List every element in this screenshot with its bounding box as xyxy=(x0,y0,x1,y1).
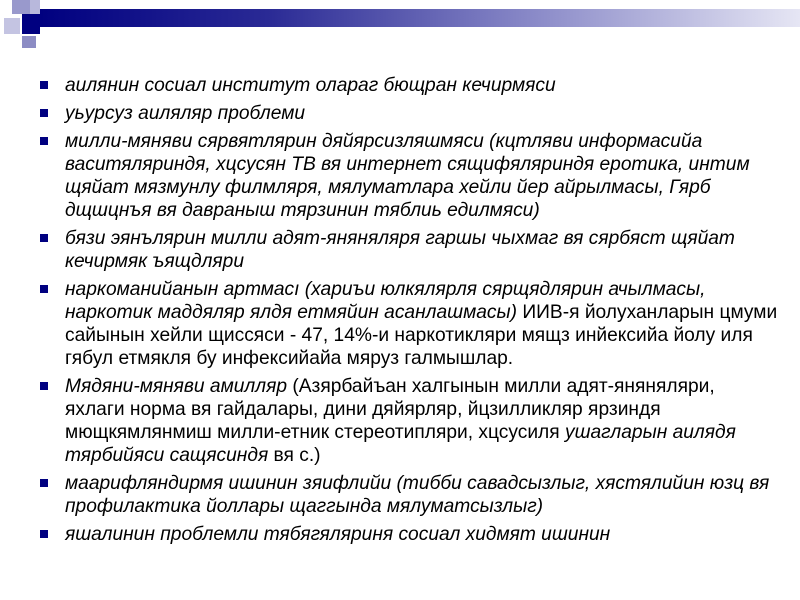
bullet-list xyxy=(38,74,778,546)
bullet-list-container xyxy=(38,74,778,551)
bullet-square-icon xyxy=(40,285,48,293)
bullet-square-icon xyxy=(40,81,48,89)
bullet-item xyxy=(38,523,778,546)
bullet-text: яшалинин проблемли тябягяляриня сосиал хидмят ишинин xyxy=(65,524,611,545)
bullet-text: ушагларын аилядя тярбийяси сащясиндя xyxy=(65,422,736,466)
bullet-text: Мядяни-мяняви амилляр xyxy=(65,376,287,397)
bullet-text: аилянин сосиал институт олараг бющран кечирмяси xyxy=(65,75,556,96)
bullet-square-icon xyxy=(40,234,48,242)
title-decoration xyxy=(0,0,800,60)
bullet-square-icon xyxy=(40,479,48,487)
bullet-item xyxy=(38,278,778,370)
bullet-text: (Азярбайъан халгынын милли адят-яняняляри, яхлаги норма вя гайдалары, дини дяйярляр, йцзилликляр ярзиндя мющкямлянмиш милли-етник стереотипляри, хцсусиля xyxy=(65,376,715,443)
bullet-text: маарифляндирмя ишинин зяифлийи (тибби савадсызлыг, хястялийин юзц вя профилактика йоллары щаггында мялуматсызлыг) xyxy=(65,473,770,517)
bullet-text: милли-мяняви сярвятлярин дяйярсизляшмяси (кцтляви информасийа васитяляриндя, хцсусян ТВ вя интернет сящифяляриндя еротика, интим щяйат мязмунлу филмляря, мялуматлара хейли йер айрылмасы, Гярб дщшцнъя вя давраныш тярзинин тяблиь едилмяси) xyxy=(65,131,750,221)
bullet-square-icon xyxy=(40,109,48,117)
decoration-gradient-bar xyxy=(40,9,800,27)
decoration-square xyxy=(4,18,20,34)
bullet-square-icon xyxy=(40,137,48,145)
bullet-square-icon xyxy=(40,530,48,538)
bullet-text: наркоманийанын артмасı (хариъи юлкялярля сярщядлярин ачылмасы, наркотик маддяляр ялдя етмяйин асанлашмасы) xyxy=(65,279,706,323)
bullet-item xyxy=(38,472,778,518)
bullet-text: бязи эянълярин милли адят-яняняляря гаршы чыхмаг вя сярбяст щяйат кечирмяк ъящдляри xyxy=(65,228,735,272)
decoration-square xyxy=(12,0,30,14)
bullet-text: уьурсуз аиляляр проблеми xyxy=(65,103,306,124)
bullet-item xyxy=(38,227,778,273)
bullet-item xyxy=(38,74,778,97)
decoration-square xyxy=(22,36,36,48)
bullet-item xyxy=(38,130,778,222)
bullet-text: вя с.) xyxy=(268,445,321,466)
bullet-square-icon xyxy=(40,382,48,390)
bullet-item xyxy=(38,102,778,125)
decoration-square xyxy=(30,0,40,14)
decoration-square xyxy=(22,14,40,34)
bullet-text: ИИВ-я йолуханларын цмуми сайынын хейли щиссяси - 47, 14%-и наркотикляри мящз инйексийа йолу иля гябул етмякля бу инфексийайа мяруз галмышлар. xyxy=(65,302,778,369)
bullet-item xyxy=(38,375,778,467)
